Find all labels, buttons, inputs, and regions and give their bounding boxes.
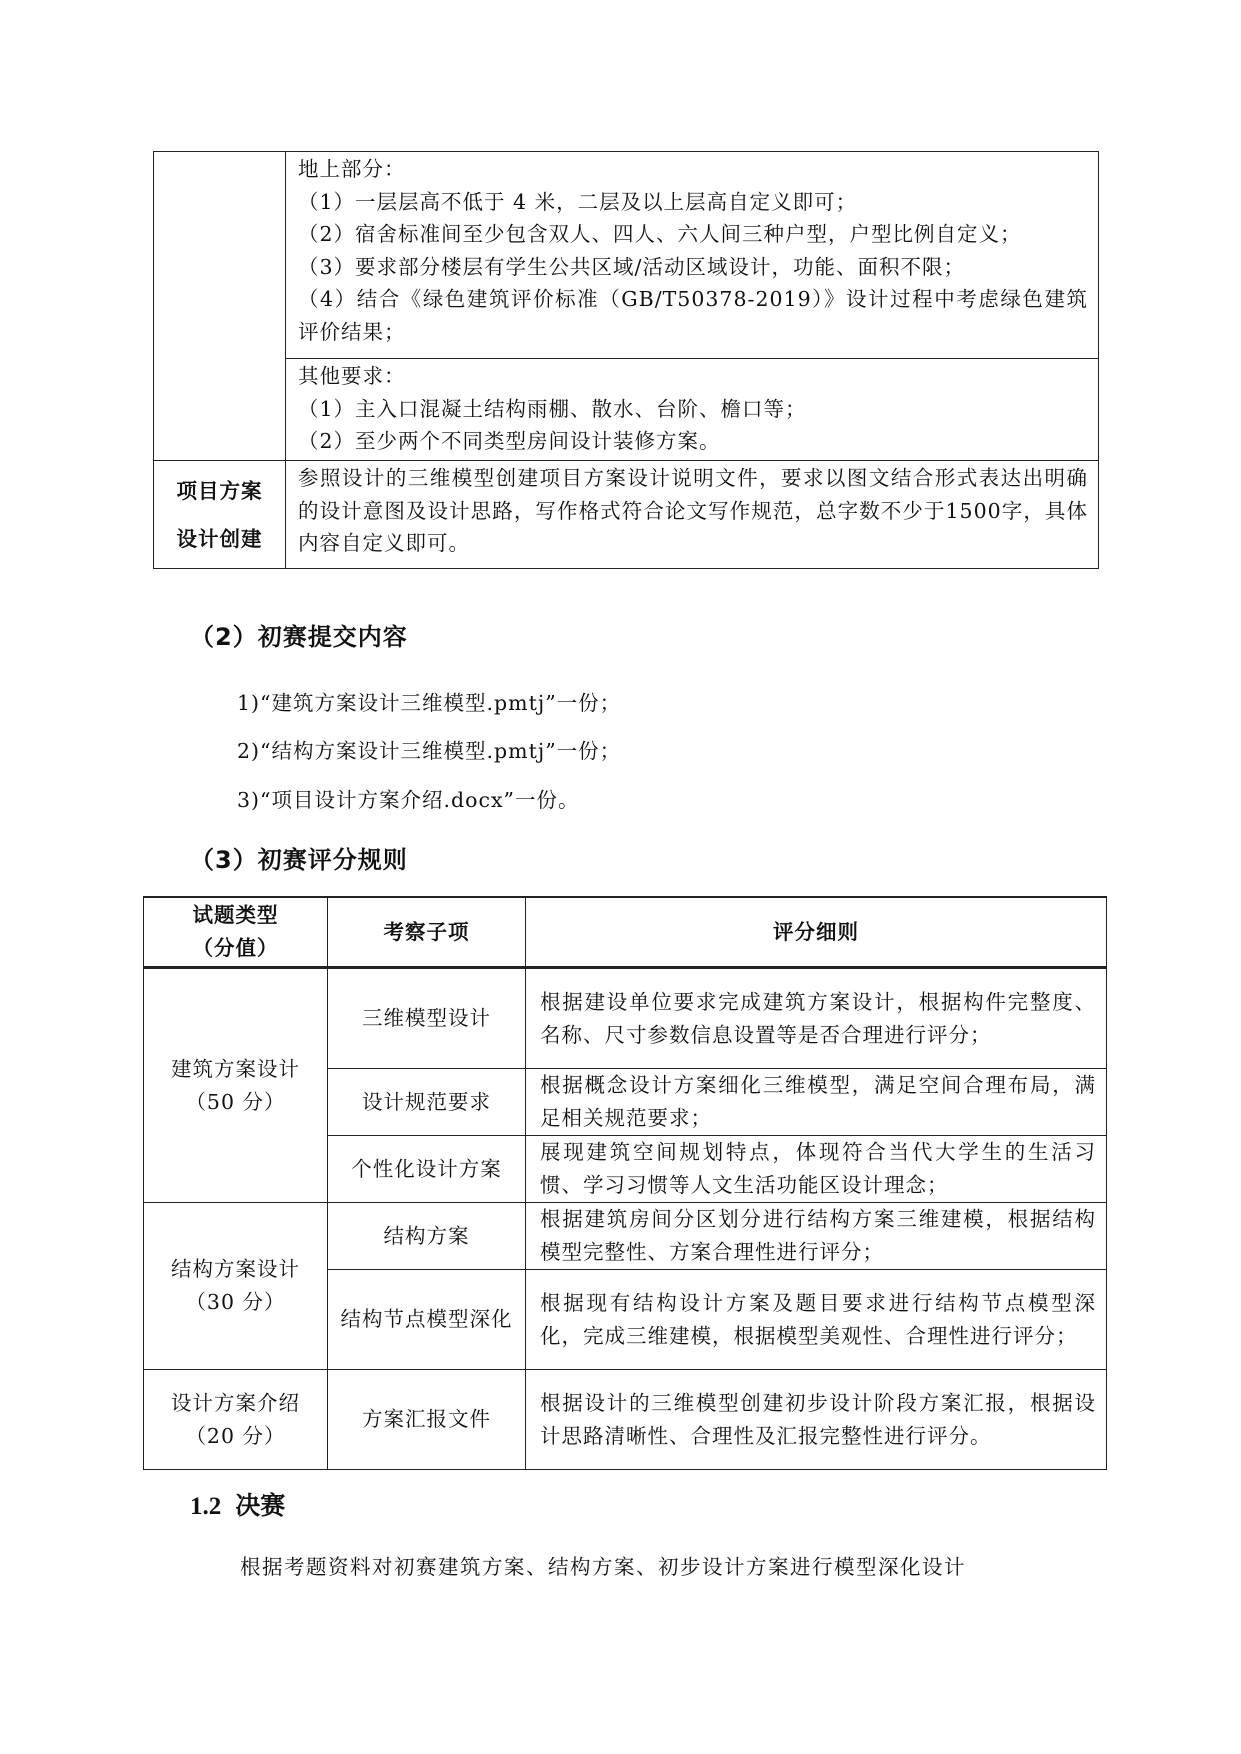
- above-ground-cell: [286, 152, 1099, 359]
- sub-item-cell: 设计规范要求: [328, 1069, 526, 1136]
- list-item: （3）要求部分楼层有学生公共区域/活动区域设计，功能、面积不限；: [298, 254, 965, 279]
- list-item: （4）结合《绿色建筑评价标准（GB/T50378-2019）》设计过程中考虑绿色建筑评价结果；: [298, 287, 1088, 344]
- project-design-cell: [286, 461, 1099, 569]
- header-sub: 考察子项: [328, 897, 526, 968]
- header-type: 试题类型 （分值）: [144, 897, 328, 968]
- table-row: [144, 1203, 1107, 1270]
- category-cell: 结构方案设计 （30 分）: [144, 1203, 328, 1370]
- sub-item-cell: 个性化设计方案: [328, 1136, 526, 1203]
- requirements-table: [153, 151, 1099, 569]
- list-item: 地上部分：: [298, 157, 406, 181]
- sub-item-cell: 结构方案: [328, 1203, 526, 1270]
- paragraph: 根据考题资料对初赛建筑方案、结构方案、初步设计方案进行模型深化设计: [240, 1555, 966, 1579]
- detail-cell: 根据现有结构设计方案及题目要求进行结构节点模型深化，完成三维建模，根据模型美观性、合理性进行评分；: [526, 1270, 1107, 1370]
- list-item: （1）主入口混凝土结构雨棚、散水、台阶、檐口等；: [298, 396, 807, 421]
- category-cell: 设计方案介绍 （20 分）: [144, 1370, 328, 1470]
- section-number: 1.2: [190, 1493, 222, 1520]
- list-item: （2）至少两个不同类型房间设计装修方案。: [298, 429, 721, 453]
- list-item: （1）一层层高不低于 4 米，二层及以上层高自定义即可；: [298, 189, 858, 214]
- scoring-table: [143, 896, 1107, 1470]
- list-item: 其他要求：: [298, 364, 406, 388]
- section-name: 决赛: [235, 1491, 286, 1520]
- list-item: 2)“结构方案设计三维模型.pmtj”一份；: [237, 739, 622, 763]
- sub-item-cell: 结构节点模型深化: [328, 1270, 526, 1370]
- sub-item-cell: 三维模型设计: [328, 968, 526, 1069]
- sub-item-cell: 方案汇报文件: [328, 1370, 526, 1470]
- list-item: 1)“建筑方案设计三维模型.pmtj”一份；: [237, 691, 622, 715]
- cell-text: 参照设计的三维模型创建项目方案设计说明文件，要求以图文结合形式表达出明确的设计意图及设计思路，写作格式符合论文写作规范，总字数不少于1500字，具体内容自定义即可。: [298, 466, 1088, 555]
- table-row: [154, 152, 1099, 359]
- category-cell: 建筑方案设计 （50 分）: [144, 968, 328, 1203]
- table-row: [144, 968, 1107, 1069]
- header-detail: 评分细则: [526, 897, 1107, 968]
- detail-cell: 根据设计的三维模型创建初步设计阶段方案汇报，根据设计思路清晰性、合理性及汇报完整性进行评分。: [526, 1370, 1107, 1470]
- detail-cell: 展现建筑空间规划特点，体现符合当代大学生的生活习惯、学习习惯等人文生活功能区设计理念；: [526, 1136, 1107, 1203]
- table-row: [154, 461, 1099, 569]
- detail-cell: 根据建设单位要求完成建筑方案设计，根据构件完整度、名称、尺寸参数信息设置等是否合理进行评分；: [526, 968, 1107, 1069]
- list-item: 3)“项目设计方案介绍.docx”一份。: [237, 788, 580, 812]
- scoring-heading: （3）初赛评分规则: [190, 846, 408, 874]
- section-title: [190, 1486, 285, 1522]
- table-row: [144, 1370, 1107, 1470]
- detail-cell: 根据概念设计方案细化三维模型，满足空间合理布局，满足相关规范要求；: [526, 1069, 1107, 1136]
- table-header-row: [144, 897, 1107, 968]
- row-label: 项目方案 设计创建: [154, 461, 286, 569]
- other-requirements-cell: [286, 359, 1099, 461]
- detail-cell: 根据建筑房间分区划分进行结构方案三维建模，根据结构模型完整性、方案合理性进行评分；: [526, 1203, 1107, 1270]
- empty-label-cell: [154, 152, 286, 461]
- table-row: [154, 359, 1099, 461]
- list-item: （2）宿舍标准间至少包含双人、四人、六人间三种户型，户型比例自定义；: [298, 222, 1022, 246]
- submission-heading: （2）初赛提交内容: [190, 623, 408, 651]
